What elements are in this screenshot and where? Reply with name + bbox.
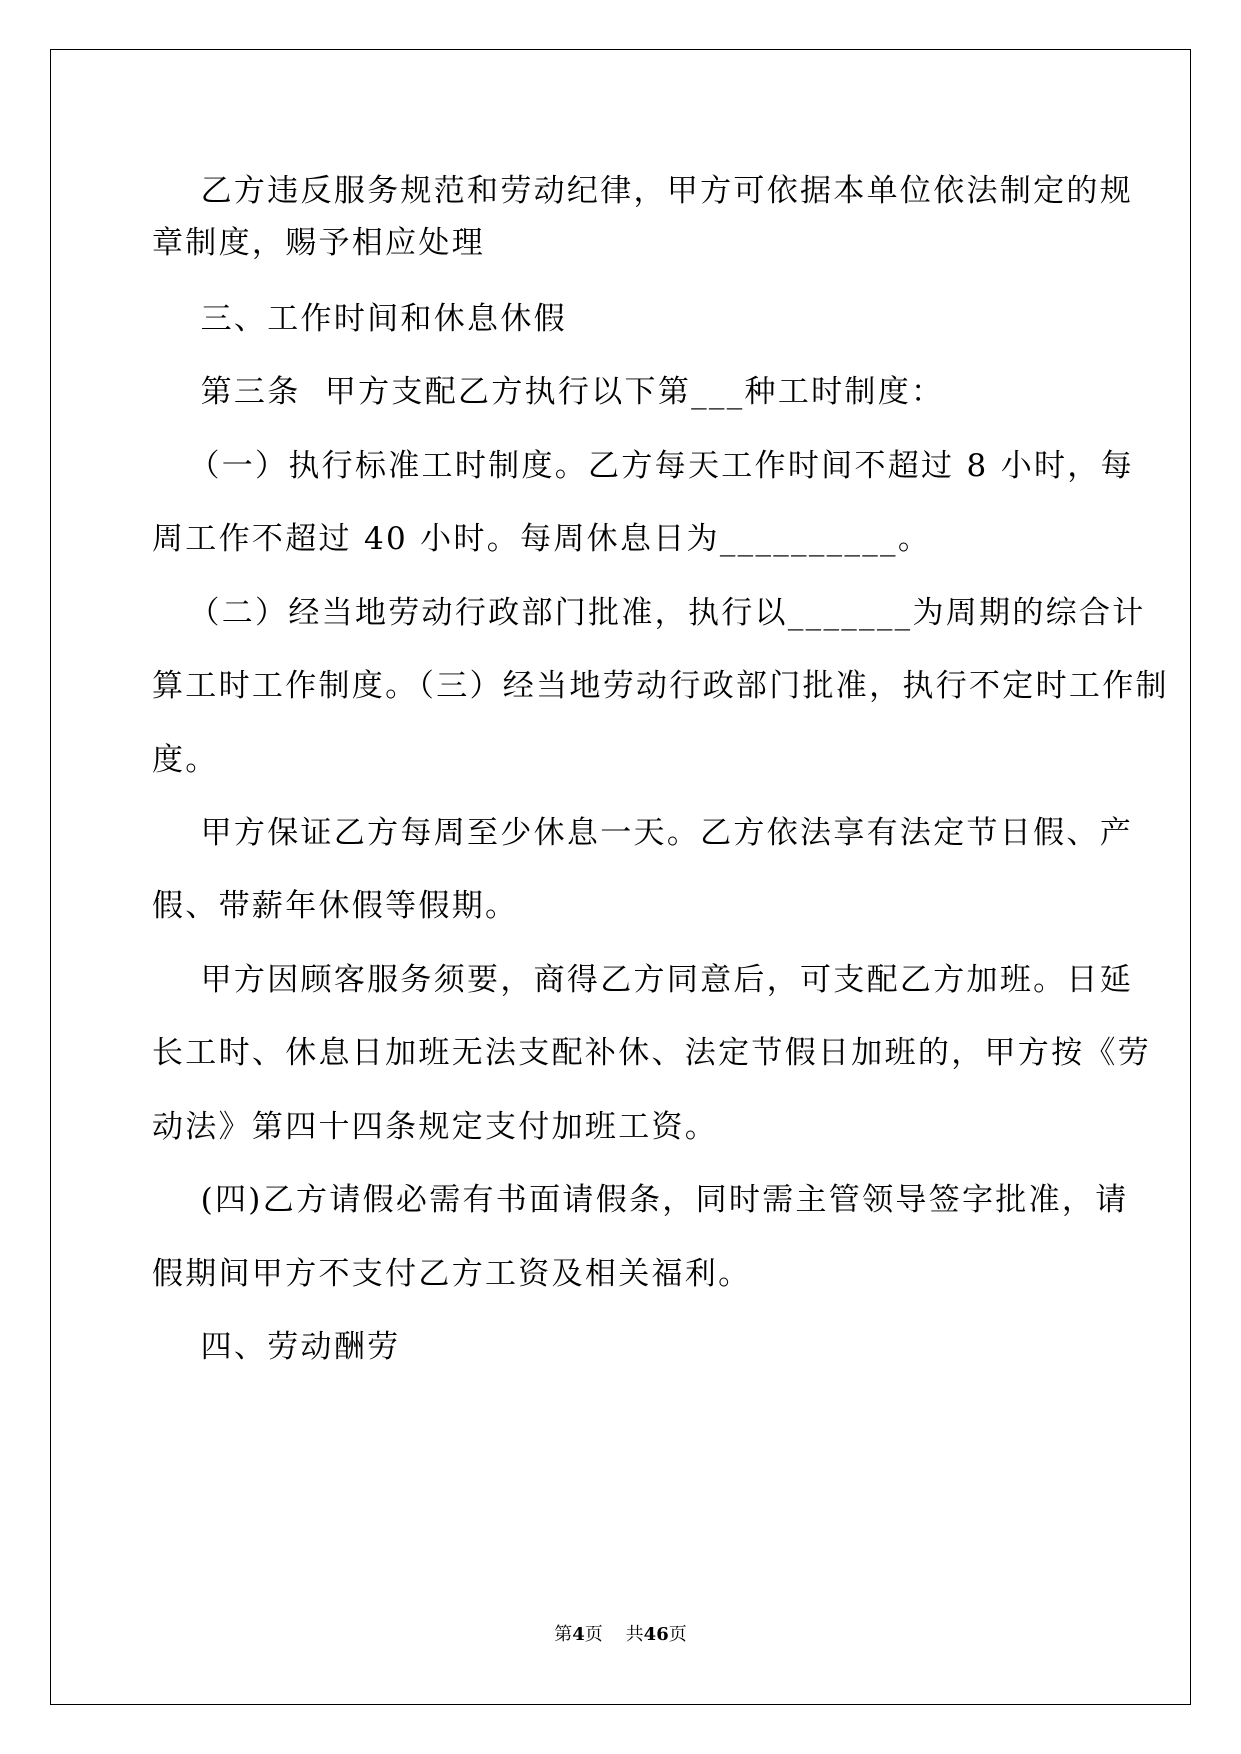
body-line-clause-4a: (四)乙方请假必需有书面请假条，同时需主管领导签字批准，请 [152, 1182, 1129, 1218]
body-line-1: 乙方违反服务规范和劳动纪律，甲方可依据本单位依法制定的规 [152, 173, 1134, 209]
footer-total-pages: 46 [643, 1624, 669, 1645]
body-line-clause-2b: 算工时工作制度。（三）经当地劳动行政部门批准，执行不定时工作制 [152, 668, 1169, 704]
body-line-rest-a: 甲方保证乙方每周至少休息一天。乙方依法享有法定节日假、产 [152, 815, 1134, 851]
body-line-article-3: 第三条 甲方支配乙方执行以下第___种工时制度： [152, 374, 945, 410]
footer-suffix: 页 [668, 1624, 687, 1645]
body-line-rest-b: 假、带薪年休假等假期。 [152, 888, 519, 924]
footer-prefix: 第 [554, 1624, 573, 1645]
body-line-overtime-c: 动法》第四十四条规定支付加班工资。 [152, 1109, 719, 1145]
body-line-overtime-b: 长工时、休息日加班无法支配补休、法定节假日加班的，甲方按《劳 [152, 1035, 1151, 1071]
body-line-2: 章制度，赐予相应处理 [152, 225, 485, 261]
page-border [50, 49, 1191, 1705]
footer-middle: 页 共 [584, 1624, 644, 1645]
body-line-clause-2a: （二）经当地劳动行政部门批准，执行以_______为周期的综合计 [152, 595, 1146, 631]
page-footer [0, 1624, 1241, 1646]
heading-remuneration: 四、劳动酬劳 [152, 1329, 401, 1365]
footer-current-page: 4 [572, 1624, 585, 1645]
body-line-clause-4b: 假期间甲方不支付乙方工资及相关福利。 [152, 1256, 752, 1292]
body-line-overtime-a: 甲方因顾客服务须要，商得乙方同意后，可支配乙方加班。日延 [152, 962, 1134, 998]
body-line-clause-2c: 度。 [152, 742, 219, 778]
body-line-clause-1a: （一）执行标准工时制度。乙方每天工作时间不超过 8 小时，每 [152, 448, 1134, 484]
heading-work-time: 三、工作时间和休息休假 [152, 301, 567, 337]
body-line-clause-1b: 周工作不超过 40 小时。每周休息日为__________。 [152, 521, 932, 557]
